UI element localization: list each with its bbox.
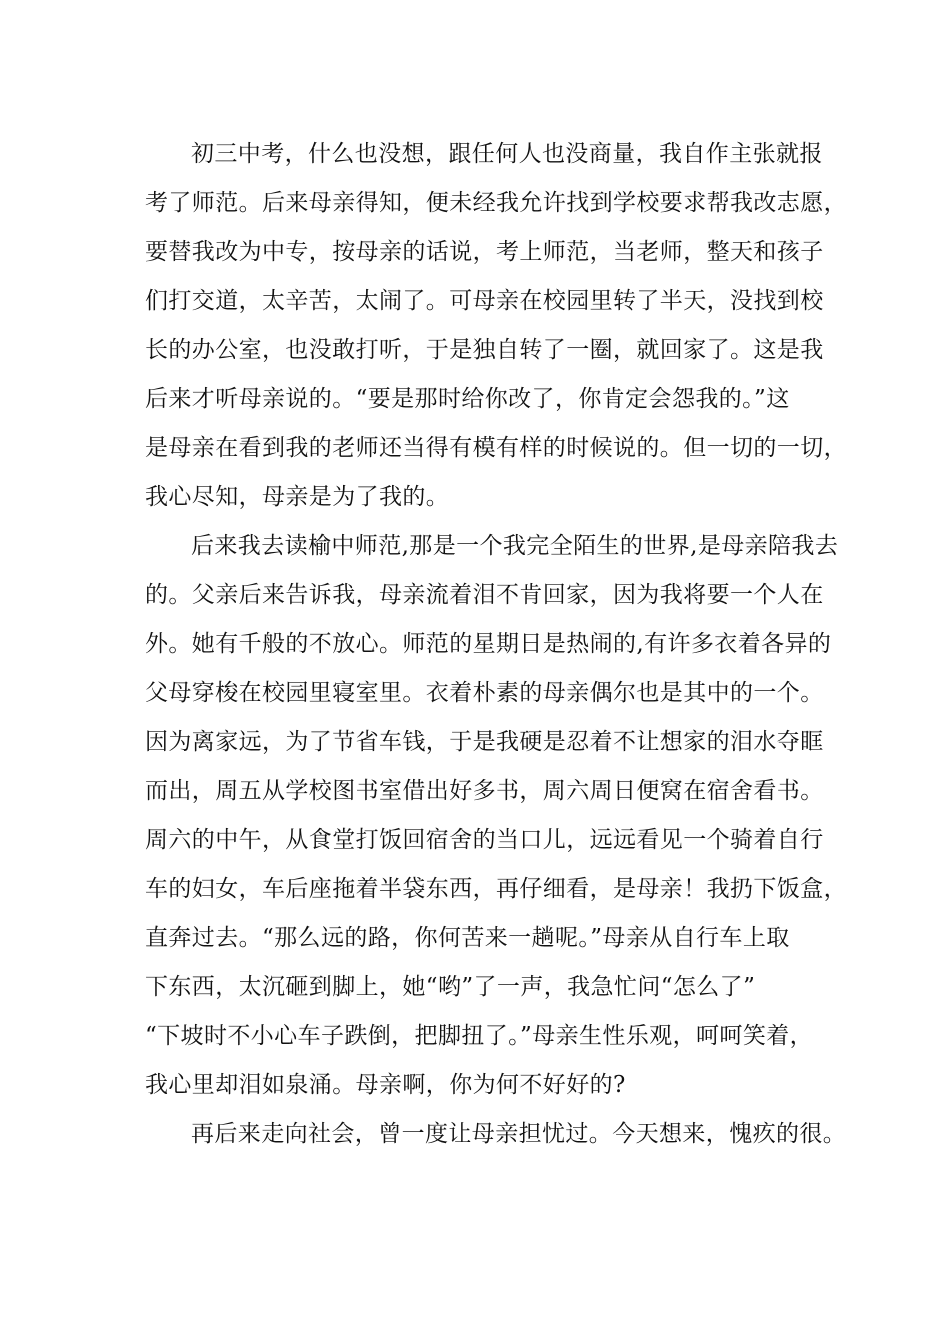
text-line: 是母亲在看到我的老师还当得有模有样的时候说的。但一切的一切， <box>145 435 847 461</box>
text-line: 后来才听母亲说的。“要是那时给你改了，你肯定会怨我的。”这 <box>145 386 790 412</box>
text-line: 初三中考，什么也没想，跟任何人也没商量，我自作主张就报 <box>191 141 823 167</box>
text-line: 我心里却泪如泉涌。母亲啊，你为何不好好的? <box>145 1072 626 1098</box>
text-line: “下坡时不小心车子跌倒，把脚扭了。”母亲生性乐观，呵呵笑着， <box>145 1023 814 1049</box>
text-line: 我心尽知，母亲是为了我的。 <box>145 484 450 510</box>
text-line: 再后来走向社会，曾一度让母亲担忧过。今天想来，愧疚的很。 <box>191 1121 847 1147</box>
text-line: 后来我去读榆中师范,那是一个我完全陌生的世界,是母亲陪我去 <box>191 533 839 559</box>
text-line: 车的妇女，车后座拖着半袋东西，再仔细看，是母亲！我扔下饭盒， <box>145 876 847 902</box>
text-line: 父母穿梭在校园里寝室里。衣着朴素的母亲偶尔也是其中的一个。 <box>145 680 824 706</box>
text-line: 外。她有千般的不放心。师范的星期日是热闹的,有许多衣着各异的 <box>145 631 832 657</box>
text-line: 直奔过去。“那么远的路，你何苦来一趟呢。”母亲从自行车上取 <box>145 925 790 951</box>
text-line: 因为离家远，为了节省车钱，于是我硬是忍着不让想家的泪水夺眶 <box>145 729 824 755</box>
essay-text <box>145 130 847 1159</box>
text-line: 长的办公室，也没敢打听，于是独自转了一圈，就回家了。这是我 <box>145 337 824 363</box>
text-line: 而出，周五从学校图书室借出好多书，周六周日便窝在宿舍看书。 <box>145 778 824 804</box>
text-line: 们打交道，太辛苦，太闹了。可母亲在校园里转了半天，没找到校 <box>145 288 824 314</box>
text-line: 下东西，太沉砸到脚上，她“哟”了一声，我急忙问“怎么了” <box>145 974 756 1000</box>
text-line: 的。父亲后来告诉我，母亲流着泪不肯回家，因为我将要一个人在 <box>145 582 824 608</box>
text-line: 要替我改为中专，按母亲的话说，考上师范，当老师，整天和孩子 <box>145 239 824 265</box>
text-line: 周六的中午，从食堂打饭回宿舍的当口儿，远远看见一个骑着自行 <box>145 827 824 853</box>
text-line: 考了师范。后来母亲得知，便未经我允许找到学校要求帮我改志愿， <box>145 190 847 216</box>
